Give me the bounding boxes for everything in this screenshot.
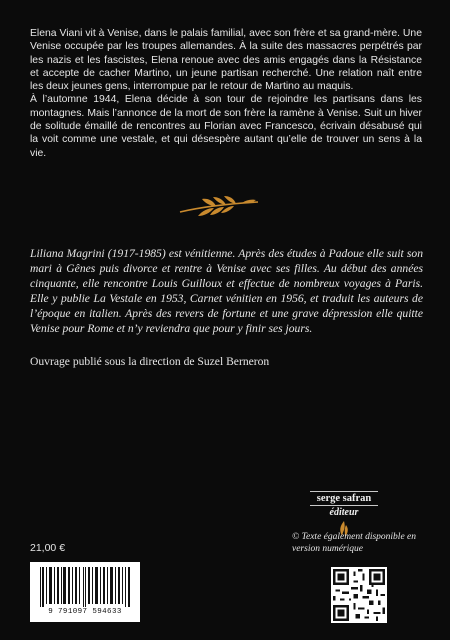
barcode-number: 9 791097 594633 <box>48 608 122 616</box>
price: 21,00 € <box>30 542 66 554</box>
synopsis-paragraph-1: Elena Viani vit à Venise, dans le palais familial, avec son frère et sa grand-mère. Une Venise occupée par les troupes allemandes. À la suite des massacres perpétrés par les nazis et les fascistes, Elena renoue avec des amis engagés dans la Résistance et accepte de cacher Martino, un jeune partisan recherché. Une relation naît entre les deux jeunes gens, interrompue par le retour de Martino au maquis. <box>30 28 422 93</box>
publisher-logo <box>304 490 384 538</box>
series-direction-credit: Ouvrage publié sous la direction de Suzel Berneron <box>30 355 270 368</box>
digital-edition-notice: © Texte également disponible en version numérique <box>292 532 417 554</box>
wheat-ornament-icon <box>176 196 262 220</box>
publisher-rule-top <box>310 491 378 492</box>
synopsis-paragraph-2: À l’automne 1944, Elena décide à son tour de rejoindre les partisans dans les montagnes. Mais l’annonce de la mort de son frère la ramène à Venise. Suit un hiver de solitude émaillé de rencontres au Florian avec Francesco, écrivain désabusé qui la voit comme une vestale, et qui désespère autant qu’elle de trouver un sens à la vie. <box>30 94 422 159</box>
author-biography: Liliana Magrini (1917-1985) est vénitienne. Après des études à Padoue elle suit son mari à Gênes puis divorce et rentre à Venise avec ses filles. Au début des années cinquante, elle rencontre Louis Guilloux et effectue de nombreux voyages à Paris. Elle y publie La Vestale en 1953, Carnet vénitien en 1956, et traduit les auteurs de l’époque en italien. Après des revers de fortune et une grave dépression elle quitte Venise pour Rome et n’y reviendra que pour y finir ses jours. <box>30 247 423 335</box>
publisher-subtitle: éditeur <box>329 507 359 518</box>
publisher-rule-middle <box>310 505 378 506</box>
synopsis-text <box>30 27 422 160</box>
publisher-name: serge safran <box>316 493 372 504</box>
qr-code-icon <box>331 567 387 623</box>
